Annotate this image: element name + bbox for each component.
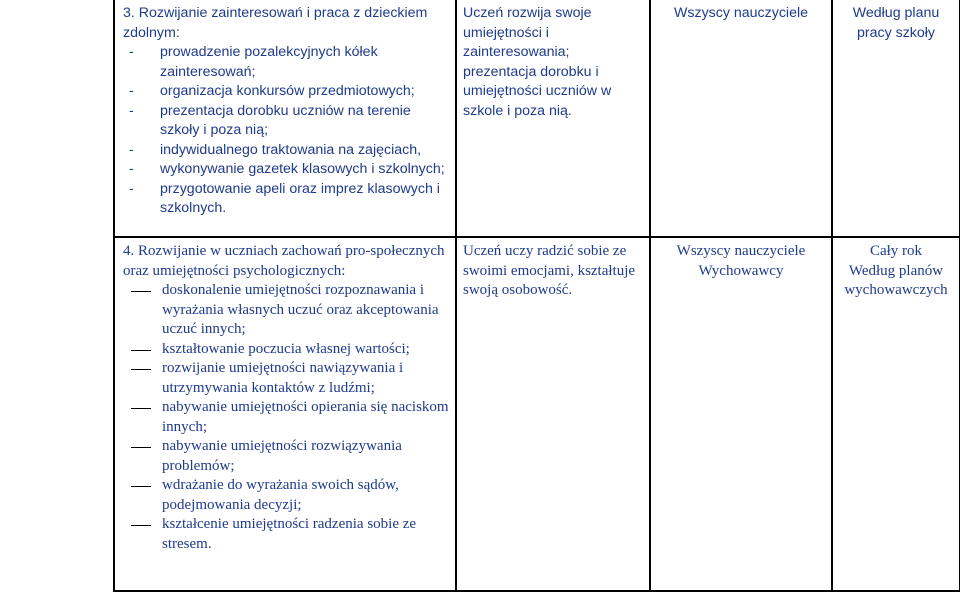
deadline-line: Według planu: [852, 5, 940, 21]
table-row: [114, 0, 960, 237]
task-cell: [114, 0, 456, 237]
effect-cell: [456, 0, 650, 237]
task-heading: 4. Rozwijanie w uczniach zachowań pro-społecznych oraz umiejętności psychologicznych:: [123, 243, 445, 279]
list-item: - organizacja konkursów przedmiotowych;: [123, 82, 449, 102]
list-item: kształtowanie poczucia własnej wartości;: [123, 340, 449, 360]
responsible-line: Wychowawcy: [698, 262, 784, 279]
effect-cell: [456, 237, 650, 591]
deadline-cell: [832, 237, 960, 591]
table-row: [114, 237, 960, 591]
deadline-line: pracy szkoły: [856, 24, 936, 41]
deadline-line: Cały rok: [869, 243, 923, 259]
responsible-line: Wszyscy nauczyciele: [676, 243, 806, 259]
task-list: [123, 43, 449, 219]
list-item: - indywidualnego traktowania na zajęciach,: [123, 141, 449, 161]
task-list: [123, 281, 449, 554]
deadline-cell: [832, 0, 960, 237]
list-item: wdrażanie do wyrażania swoich sądów, podejmowania decyzji;: [123, 476, 449, 515]
list-item: - wykonywanie gazetek klasowych i szkolnych;: [123, 160, 449, 180]
responsible-cell: [650, 237, 832, 591]
responsible-text: Wszyscy nauczyciele: [673, 5, 809, 21]
plan-table: [113, 0, 960, 592]
list-item: - prezentacja dorobku uczniów na terenie szkoły i poza nią;: [123, 102, 449, 141]
task-cell: [114, 237, 456, 591]
list-item: kształcenie umiejętności radzenia sobie ze stresem.: [123, 515, 449, 554]
list-item: nabywanie umiejętności rozwiązywania problemów;: [123, 437, 449, 476]
deadline-line: Według planów: [848, 262, 944, 279]
effect-text: Uczeń uczy radzić sobie ze swoimi emocjami, kształtuje swoją osobowość.: [463, 243, 636, 298]
responsible-cell: [650, 0, 832, 237]
list-item: - przygotowanie apeli oraz imprez klasowych i szkolnych.: [123, 180, 449, 219]
list-item: rozwijanie umiejętności nawiązywania i utrzymywania kontaktów z ludźmi;: [123, 359, 449, 398]
task-heading: 3. Rozwijanie zainteresowań i praca z dzieckiem zdolnym:: [123, 5, 428, 41]
list-item: doskonalenie umiejętności rozpoznawania i wyrażania własnych uczuć oraz akceptowania uczuć innych;: [123, 281, 449, 340]
deadline-line: wychowawczych: [844, 282, 948, 298]
list-item: nabywanie umiejętności opierania się naciskom innych;: [123, 398, 449, 437]
list-item: - prowadzenie pozalekcyjnych kółek zainteresowań;: [123, 43, 449, 82]
effect-text: Uczeń rozwija swoje umiejętności i zainteresowania; prezentacja dorobku i umiejętności uczniów w szkole i poza nią.: [463, 5, 612, 119]
